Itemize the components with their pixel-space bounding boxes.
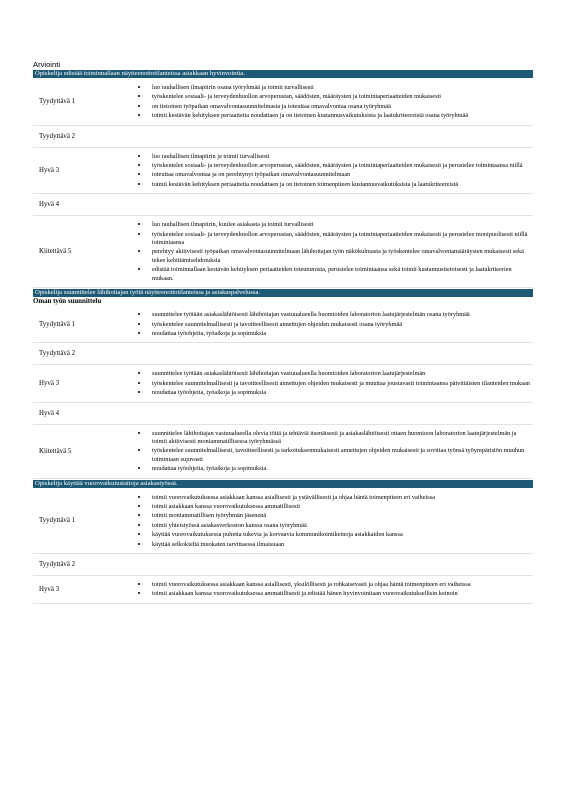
grade-row [33, 194, 533, 216]
criteria-item: • perehtyy aktiivisesti työpaikan omavalvontasuunnitelmaan lähihoitajan työn näkökulmasta ja työskentelee omavalvontamääräysten mukaisesti sekä tekee kehittämisehdotuksia [149, 247, 533, 265]
grade-row [33, 79, 533, 126]
grade-row [33, 306, 533, 343]
criteria-item: • noudattaa työohjeita, työaikoja ja sopimuksia [149, 388, 533, 397]
grade-row [33, 148, 533, 195]
criteria-item: • toimii moniammatillisen työryhmän jäsenenä [149, 511, 533, 520]
grade-label: Hyvä 4 [39, 201, 60, 209]
grade-row [33, 576, 533, 604]
criteria-item: • toimii vuorovaikutuksessa asiakkaan kanssa asiallisesti, yksilöllisesti ja rohkaisevasti ja ohjaa häntä toimenpiteen eri vaiheissa [149, 580, 533, 589]
grade-row [33, 425, 533, 479]
grade-row [33, 554, 533, 576]
grade-label: Hyvä 3 [39, 379, 60, 387]
criteria-list [137, 365, 533, 401]
grade-label: Tyydyttävä 1 [39, 98, 76, 106]
grade-row [33, 365, 533, 402]
section-heading-band: Opiskelija suunnittelee lähihoitajan työtä näytteenottotilanteissa ja asiakaspalvelussa. [33, 289, 533, 297]
criteria-item: • luo rauhallisen ilmapiirin ja toimii turvallisesti [149, 152, 533, 161]
criteria-item: • suunnittelee työtään asiakaslähtöisesti lähihoitajan vastuualueella huomioiden laboratorion laatujärjestelmän osana työryhmää [149, 310, 533, 319]
criteria-item: • työskentelee sosiaali- ja terveydenhuollon arvoperustan, säädösten, määräysten ja toimintaperiaatteiden mukaisesti [149, 92, 533, 101]
criteria-item: • työskentelee suunnitelmallisesti ja tavoitteellisesti annettujen ohjeiden mukaisesti ja muuttaa joustavasti toimintaansa päivittäisten tilanteiden mukaan [149, 379, 533, 388]
criteria-item: • työskentelee sosiaali- ja terveydenhuollon arvoperustan, säädösten, määräysten ja toimintaperiaatteiden mukaisesti ja perustelee monipuolisesti niillä toimintaansa [149, 230, 533, 248]
criteria-item: • luo rauhallisen ilmapiirin, kuulee asiakasta ja toimii turvallisesti [149, 220, 533, 229]
criteria-item: • edistää toiminnallaan kestävän kehityksen periaatteiden toteutumista, perustelee toimintaansa sekä toimii kustannustietoisesti ja laatukriteerien mukaan. [149, 265, 533, 283]
criteria-item: • toimii asiakkaan kanssa vuorovaikutuksessa ammatillisesti ja edistää hänen hyvinvointiaan vuorovaikutuksellisin keinoin [149, 589, 533, 598]
criteria-item: • toimii asiakkaan kanssa vuorovaikutuksessa ammatillisesti [149, 502, 533, 511]
criteria-item: • käyttää selkokieltä muokaten tarvittaessa ilmaisuaan [149, 540, 533, 549]
criteria-item: • noudattaa työohjeita, työaikoja ja sopimuksia. [149, 464, 533, 473]
grade-label: Kiitettävä 5 [39, 248, 72, 256]
grade-label: Kiitettävä 5 [39, 447, 72, 455]
criteria-item: • luo rauhallisen ilmapiirin osana työryhmää ja toimii turvallisesti [149, 83, 533, 92]
criteria-list [137, 425, 533, 478]
criteria-item: • toimii kestävän kehityksen periaatteita noudattaen ja on tietoinen kustannusvaikutuksista ja laatukriteereistä osana työryhmää [149, 111, 533, 120]
criteria-item: • toteuttaa omavalvontaa ja on perehtynyt työpaikan omavalvontasuunnitelmaan [149, 170, 533, 179]
criteria-section [33, 70, 533, 288]
criteria-item: • toimii yhteistyössä asiakasverkoston kanssa osana työryhmää [149, 521, 533, 530]
criteria-item: • noudattaa työohjeita, työaikoja ja sopimuksia [149, 329, 533, 338]
grade-label: Hyvä 3 [39, 166, 60, 174]
criteria-list [137, 79, 533, 125]
criteria-item: • toimii vuorovaikutuksessa asiakkaan kanssa asiallisesti ja ystävällisesti ja ohjaa häntä toimenpiteen eri vaiheissa [149, 493, 533, 502]
criteria-item: • työskentelee sosiaali- ja terveydenhuollon arvoperustan, säädösten, määräysten ja toimintaperiaatteiden mukaisesti ja perustelee toimintaansa niillä [149, 161, 533, 170]
criteria-list [137, 306, 533, 342]
criteria-item: • työskentelee suunnitelmallisesti, tavoitteellisesti ja tarkoituksenmukaisesti annettujen ohjeiden mukaisesti ja sovittaa työnsä työympäristön muuhun toimintaan sujuvasti [149, 446, 533, 464]
criteria-section [33, 480, 533, 604]
grade-label: Tyydyttävä 1 [39, 320, 76, 328]
section-subheading: Oman työn suunnittelu [33, 298, 102, 306]
criteria-item: • suunnittelee lähihoitajan vastuualueella olevia töitä ja tehtäviä itsenäisesti ja asiakaslähtöisesti ottaen huomioon laboratorion laatujärjestelmän ja toimii aktiivisesti moniammatillisessa työryhmässä [149, 429, 533, 447]
assessment-document [33, 60, 533, 604]
section-heading-band: Opiskelija käyttää vuorovaikutustaitoja asiakastyössä. [33, 480, 533, 488]
criteria-list [137, 489, 533, 553]
grade-row [33, 403, 533, 425]
grade-label: Tyydyttävä 2 [39, 561, 76, 568]
grade-label: Hyvä 3 [39, 585, 60, 593]
criteria-list [137, 216, 533, 287]
grade-row [33, 126, 533, 148]
grade-label: Tyydyttävä 1 [39, 517, 76, 525]
document-title: Arviointi [33, 60, 61, 69]
criteria-item: • on tietoinen työpaikan omavalvontasuunnitelmasta ja toteuttaa omavalvontaa osana työryhmää [149, 102, 533, 111]
grade-row [33, 216, 533, 288]
assessment-sections [33, 70, 533, 604]
grade-row [33, 343, 533, 365]
criteria-item: • toimii kestävän kehityksen periaatteita noudattaen ja on tietoinen toimenpiteen kustannusvaikutuksista ja laatukriteereistä [149, 180, 533, 189]
grade-label: Tyydyttävä 2 [39, 132, 76, 140]
criteria-list [137, 148, 533, 194]
grade-row [33, 489, 533, 554]
criteria-item: • suunnittelee työtään asiakaslähtöisesti lähihoitajan vastuualueella huomioiden laboratorion laatujärjestelmän [149, 369, 533, 378]
criteria-item: • työskentelee suunnitelmallisesti ja tavoitteellisesti annettujen ohjeiden mukaisesti osana työryhmää [149, 320, 533, 329]
criteria-item: • käyttää vuorovaikutuksessa puhetta tukevia ja korvaavia kommunikointikeinoja asiakkaiden kanssa [149, 530, 533, 539]
section-heading-band: Opiskelija edistää toiminnallaan näytteenottotilanteissa asiakkaan hyvinvointia. [33, 70, 533, 78]
grade-label: Hyvä 4 [39, 409, 60, 417]
criteria-list [137, 576, 533, 603]
grade-label: Tyydyttävä 2 [39, 350, 76, 358]
criteria-section [33, 289, 533, 478]
